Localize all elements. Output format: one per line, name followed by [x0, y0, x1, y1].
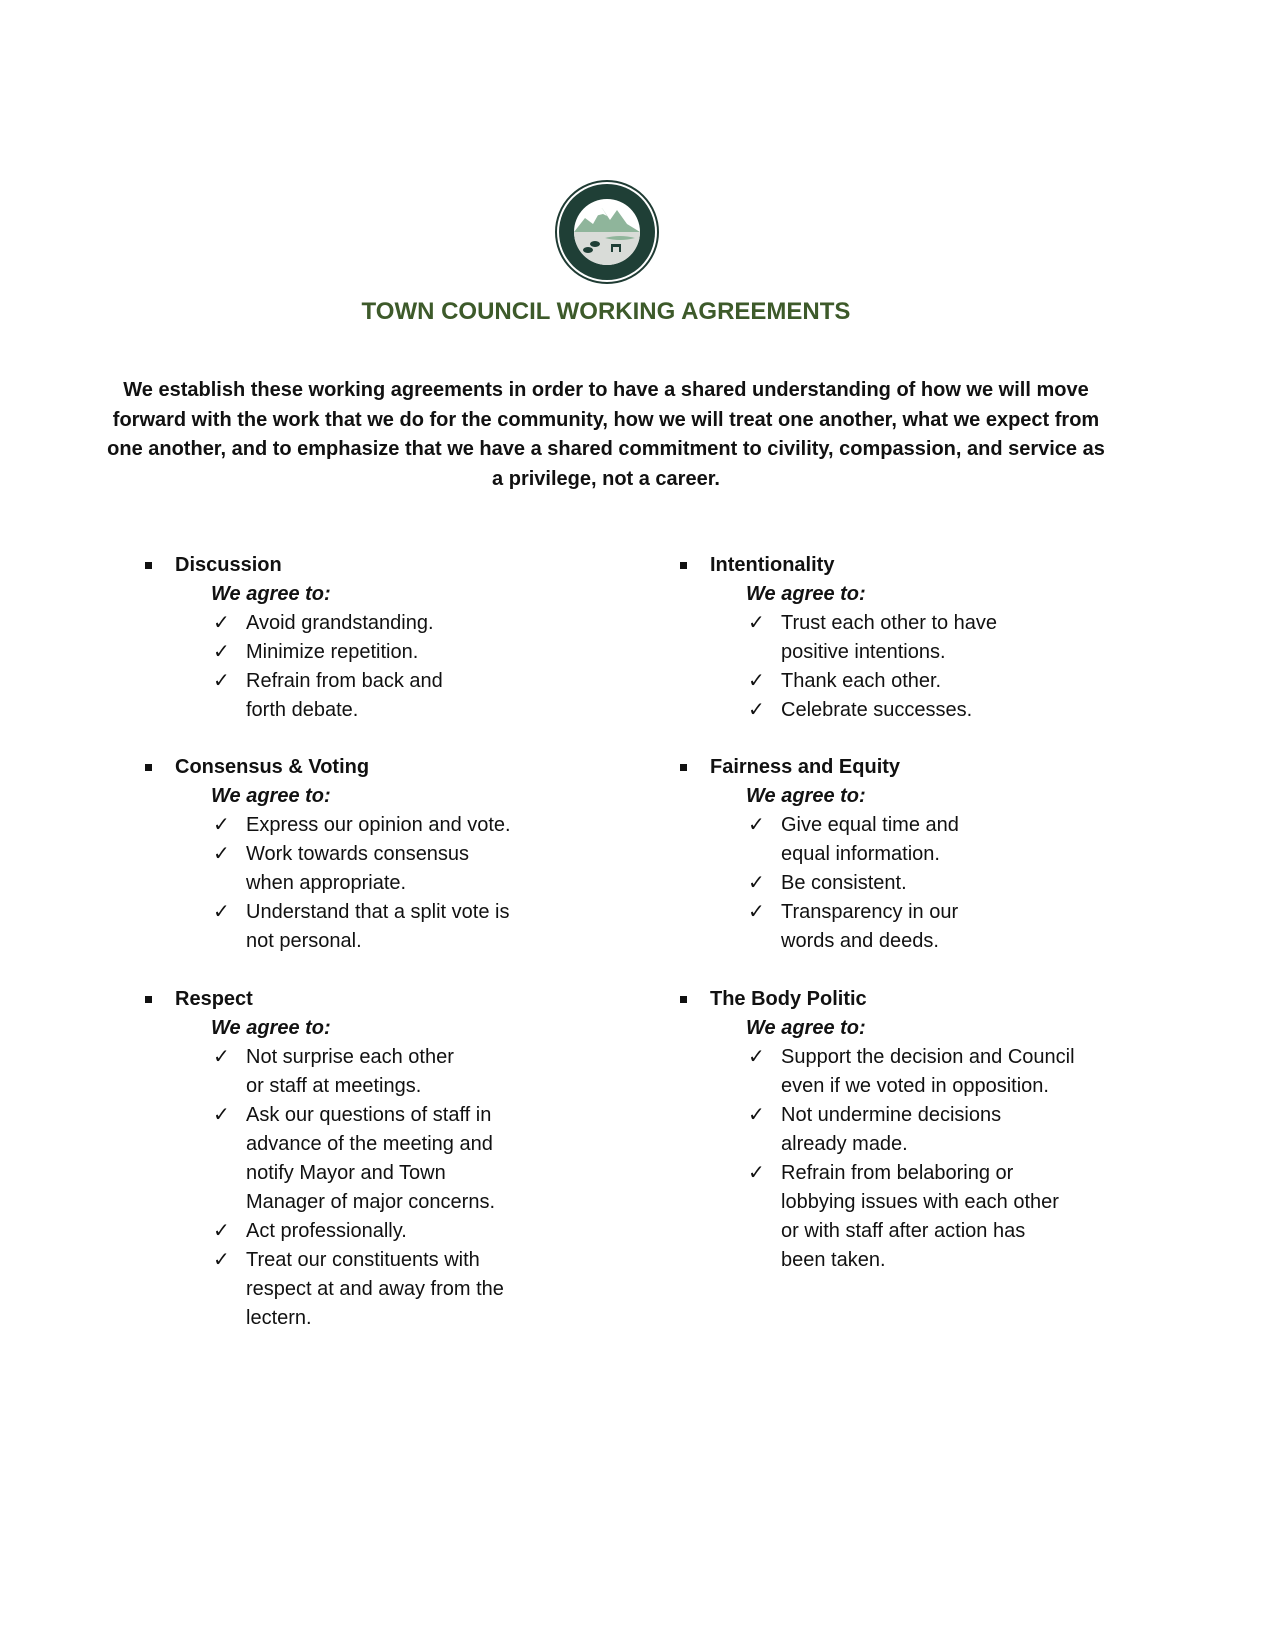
- agree-label: We agree to:: [211, 583, 331, 605]
- section-heading: The Body Politic: [710, 988, 867, 1010]
- agreement-list: [211, 609, 645, 725]
- checkmark-icon: ✓: [748, 901, 765, 923]
- item-text: Thank each other.: [781, 670, 942, 692]
- item-text: Give equal time and equal information.: [781, 814, 959, 865]
- section-heading: Fairness and Equity: [710, 756, 901, 778]
- list-item: [211, 898, 645, 956]
- section-header: [145, 551, 645, 580]
- list-item: [211, 638, 645, 667]
- checkmark-icon: ✓: [748, 1046, 765, 1068]
- checkmark-icon: ✓: [213, 843, 230, 865]
- agreement-section: [680, 753, 1180, 956]
- item-text: Refrain from back and forth debate.: [246, 670, 443, 721]
- checkmark-icon: ✓: [748, 1162, 765, 1184]
- item-text: Ask our questions of staff in advance of the meeting and notify Mayor and Town Manager of major concerns.: [246, 1104, 496, 1213]
- agreement-section: [145, 551, 645, 725]
- agree-label: We agree to:: [746, 785, 866, 807]
- agreement-section: [680, 551, 1180, 725]
- checkmark-icon: ✓: [213, 814, 230, 836]
- list-item: [211, 811, 645, 840]
- section-heading: Discussion: [175, 554, 282, 576]
- intro-paragraph: We establish these working agreements in order to have a shared understanding of how we will move forward with the work that we do for the community, how we will treat one another, what we expect from one another, and to emphasize that we have a shared commitment to civility, compassion, and service as a privilege, not a career.: [107, 379, 1105, 490]
- item-text: Treat our constituents with respect at and away from the lectern.: [246, 1249, 504, 1329]
- checkmark-icon: ✓: [748, 612, 765, 634]
- checkmark-icon: ✓: [213, 641, 230, 663]
- list-item: [211, 840, 645, 898]
- checkmark-icon: ✓: [213, 1104, 230, 1126]
- checkmark-icon: ✓: [213, 1046, 230, 1068]
- list-item: [746, 696, 1180, 725]
- agreement-list: [746, 1043, 1180, 1275]
- section-header: [145, 753, 645, 782]
- checkmark-icon: ✓: [213, 1220, 230, 1242]
- list-item: [746, 609, 1180, 667]
- agree-label: We agree to:: [746, 1017, 866, 1039]
- section-header: [680, 985, 1180, 1014]
- checkmark-icon: ✓: [748, 699, 765, 721]
- item-text: Act professionally.: [246, 1220, 407, 1242]
- agreement-list: [746, 609, 1180, 725]
- checkmark-icon: ✓: [213, 1249, 230, 1271]
- item-text: Trust each other to have positive intentions.: [781, 612, 998, 663]
- section-header: [145, 985, 645, 1014]
- list-item: [746, 898, 1180, 956]
- list-item: [746, 667, 1180, 696]
- agree-label: We agree to:: [746, 583, 866, 605]
- item-text: Transparency in our words and deeds.: [781, 901, 959, 952]
- checkmark-icon: ✓: [748, 1104, 765, 1126]
- bullet-icon: [145, 562, 152, 569]
- item-text: Support the decision and Council even if we voted in opposition.: [781, 1046, 1075, 1097]
- bullet-icon: [680, 996, 687, 1003]
- list-item: [211, 667, 645, 725]
- agreement-section: [145, 753, 645, 956]
- agreement-section: [145, 985, 645, 1333]
- item-text: Minimize repetition.: [246, 641, 419, 663]
- item-text: Celebrate successes.: [781, 699, 973, 721]
- item-text: Not surprise each other or staff at meetings.: [246, 1046, 454, 1097]
- section-header: [680, 753, 1180, 782]
- list-item: [211, 609, 645, 638]
- bullet-icon: [680, 764, 687, 771]
- item-text: Refrain from belaboring or lobbying issues with each other or with staff after action has been taken.: [781, 1162, 1059, 1271]
- page-title: TOWN COUNCIL WORKING AGREEMENTS: [361, 298, 851, 325]
- list-item: [211, 1217, 645, 1246]
- item-text: Work towards consensus when appropriate.: [246, 843, 470, 894]
- agreement-list: [211, 811, 645, 956]
- bullet-icon: [145, 996, 152, 1003]
- item-text: Understand that a split vote is not personal.: [246, 901, 510, 952]
- town-seal-logo: [555, 180, 659, 284]
- list-item: [746, 1159, 1180, 1275]
- item-text: Avoid grandstanding.: [246, 612, 434, 634]
- checkmark-icon: ✓: [748, 872, 765, 894]
- agree-label: We agree to:: [211, 785, 331, 807]
- item-text: Not undermine decisions already made.: [781, 1104, 1002, 1155]
- list-item: [746, 1043, 1180, 1101]
- section-heading: Intentionality: [710, 554, 835, 576]
- checkmark-icon: ✓: [748, 814, 765, 836]
- list-item: [746, 869, 1180, 898]
- bullet-icon: [680, 562, 687, 569]
- checkmark-icon: ✓: [213, 670, 230, 692]
- checkmark-icon: ✓: [213, 612, 230, 634]
- list-item: [746, 811, 1180, 869]
- list-item: [211, 1043, 645, 1101]
- item-text: Express our opinion and vote.: [246, 814, 511, 836]
- agree-label: We agree to:: [211, 1017, 331, 1039]
- checkmark-icon: ✓: [748, 670, 765, 692]
- list-item: [746, 1101, 1180, 1159]
- section-heading: Respect: [175, 988, 253, 1010]
- checkmark-icon: ✓: [213, 901, 230, 923]
- agreement-list: [211, 1043, 645, 1333]
- list-item: [211, 1101, 645, 1217]
- bullet-icon: [145, 764, 152, 771]
- section-heading: Consensus & Voting: [175, 756, 370, 778]
- item-text: Be consistent.: [781, 872, 907, 894]
- agreement-list: [746, 811, 1180, 956]
- agreement-section: [680, 985, 1180, 1275]
- list-item: [211, 1246, 645, 1333]
- section-header: [680, 551, 1180, 580]
